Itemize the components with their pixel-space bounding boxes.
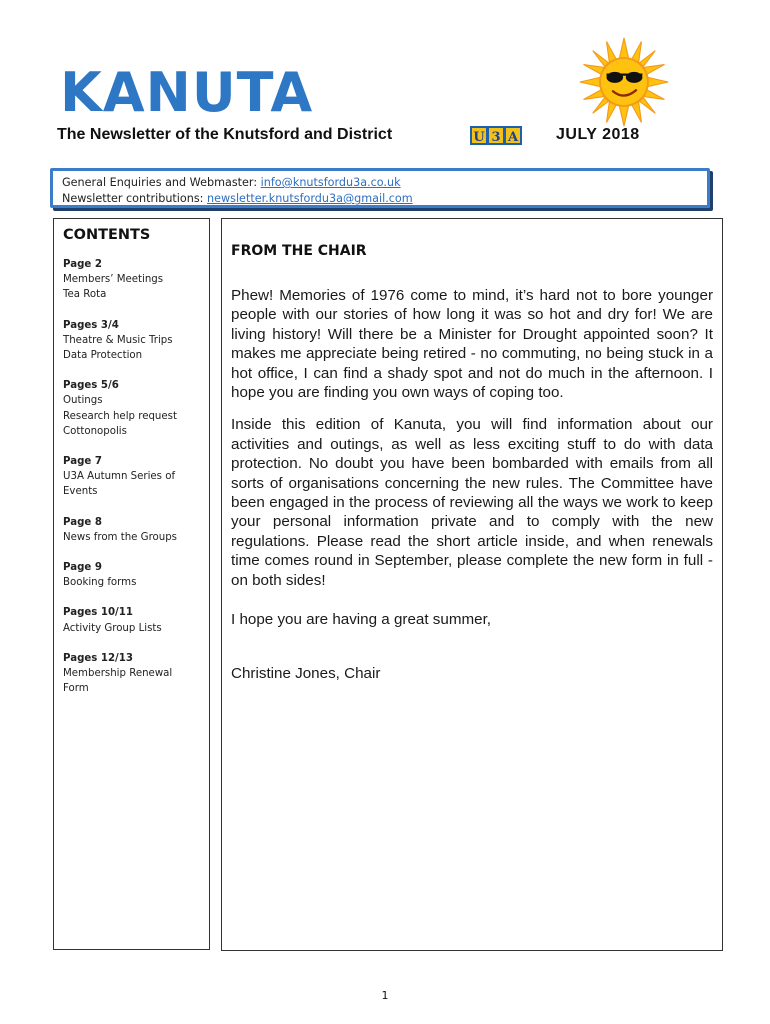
article-signoff: I hope you are having a great summer,	[231, 611, 492, 629]
toc-entry	[63, 515, 200, 545]
svg-text:A: A	[507, 130, 519, 145]
svg-text:U: U	[473, 130, 485, 145]
toc-entry	[63, 257, 200, 303]
toc-item: Research help request	[63, 410, 177, 422]
contact-box	[50, 168, 710, 208]
u3a-logo	[470, 126, 522, 145]
toc-page: Pages 5/6	[63, 380, 119, 392]
toc-entry	[63, 318, 200, 364]
toc-item: Activity Group Lists	[63, 622, 162, 634]
toc-entry	[63, 378, 200, 439]
toc-item: Tea Rota	[63, 289, 107, 301]
toc-page: Pages 3/4	[63, 319, 119, 331]
newsletter-email-link[interactable]: newsletter.knutsfordu3a@gmail.com	[207, 192, 413, 205]
toc-item: Theatre & Music Trips	[63, 334, 173, 346]
toc-item: Members’ Meetings	[63, 274, 164, 286]
toc-item: Data Protection	[63, 350, 143, 362]
enquiries-line	[62, 175, 698, 191]
toc-item: Form	[63, 683, 89, 695]
toc-entry	[63, 560, 200, 590]
toc-page: Pages 12/13	[63, 652, 133, 664]
contents-panel	[53, 218, 210, 950]
toc-item: Events	[63, 486, 98, 498]
from-the-chair-article	[221, 218, 723, 951]
newsletter-title: KANUTA	[60, 61, 314, 124]
contents-heading: CONTENTS	[63, 227, 151, 243]
toc-page: Page 9	[63, 562, 102, 574]
newsletter-line	[62, 191, 698, 207]
toc-page: Page 7	[63, 456, 102, 468]
toc-page: Pages 10/11	[63, 607, 133, 619]
sun-with-sunglasses-icon	[578, 36, 670, 128]
page-number: 1	[381, 989, 389, 1002]
enquiries-label: General Enquiries and Webmaster:	[62, 176, 258, 189]
newsletter-subtitle: The Newsletter of the Knutsford and District	[57, 126, 393, 143]
article-paragraph: Phew! Memories of 1976 come to mind, it’s hard not to bore younger people with our stories of how long it was so hot and dry for! We are living history! Will there be a Minister for Drought appointed soon? It makes me appreciate being retired - no commuting, no being stuck in a hot office, I can find a shady spot and not do much in the afternoon. I hope you are finding you own ways of coping too.	[231, 287, 713, 402]
enquiries-email-link[interactable]: info@knutsfordu3a.co.uk	[260, 176, 401, 189]
article-signature: Christine Jones, Chair	[231, 664, 381, 682]
svg-text:3: 3	[491, 130, 501, 145]
toc-item: U3A Autumn Series of	[63, 471, 176, 483]
toc-entry	[63, 651, 200, 697]
toc-item: Outings	[63, 395, 103, 407]
toc-entry	[63, 454, 200, 500]
article-heading: FROM THE CHAIR	[231, 243, 367, 259]
toc-page: Page 8	[63, 516, 102, 528]
toc-item: Cottonopolis	[63, 425, 127, 437]
article-paragraph: Inside this edition of Kanuta, you will find information about our activities and outings, as well as less exciting stuff to do with data protection. No doubt you have been bombarded with emails from all sorts of organisations concerning the new rules. The Committee have been engaged in the process of reviewing all the ways we work to keep your personal information private and to comply with the new regulations. Please read the short article inside, and when renewals time comes round in September, please complete the new form in full - on both sides!	[231, 416, 713, 589]
toc-item: Membership Renewal	[63, 668, 173, 680]
toc-page: Page 2	[63, 259, 102, 270]
toc-item: News from the Groups	[63, 531, 177, 543]
issue-date: JULY 2018	[556, 126, 640, 143]
newsletter-label: Newsletter contributions:	[62, 192, 204, 205]
toc-item: Booking forms	[63, 577, 137, 589]
toc-entry	[63, 605, 200, 635]
